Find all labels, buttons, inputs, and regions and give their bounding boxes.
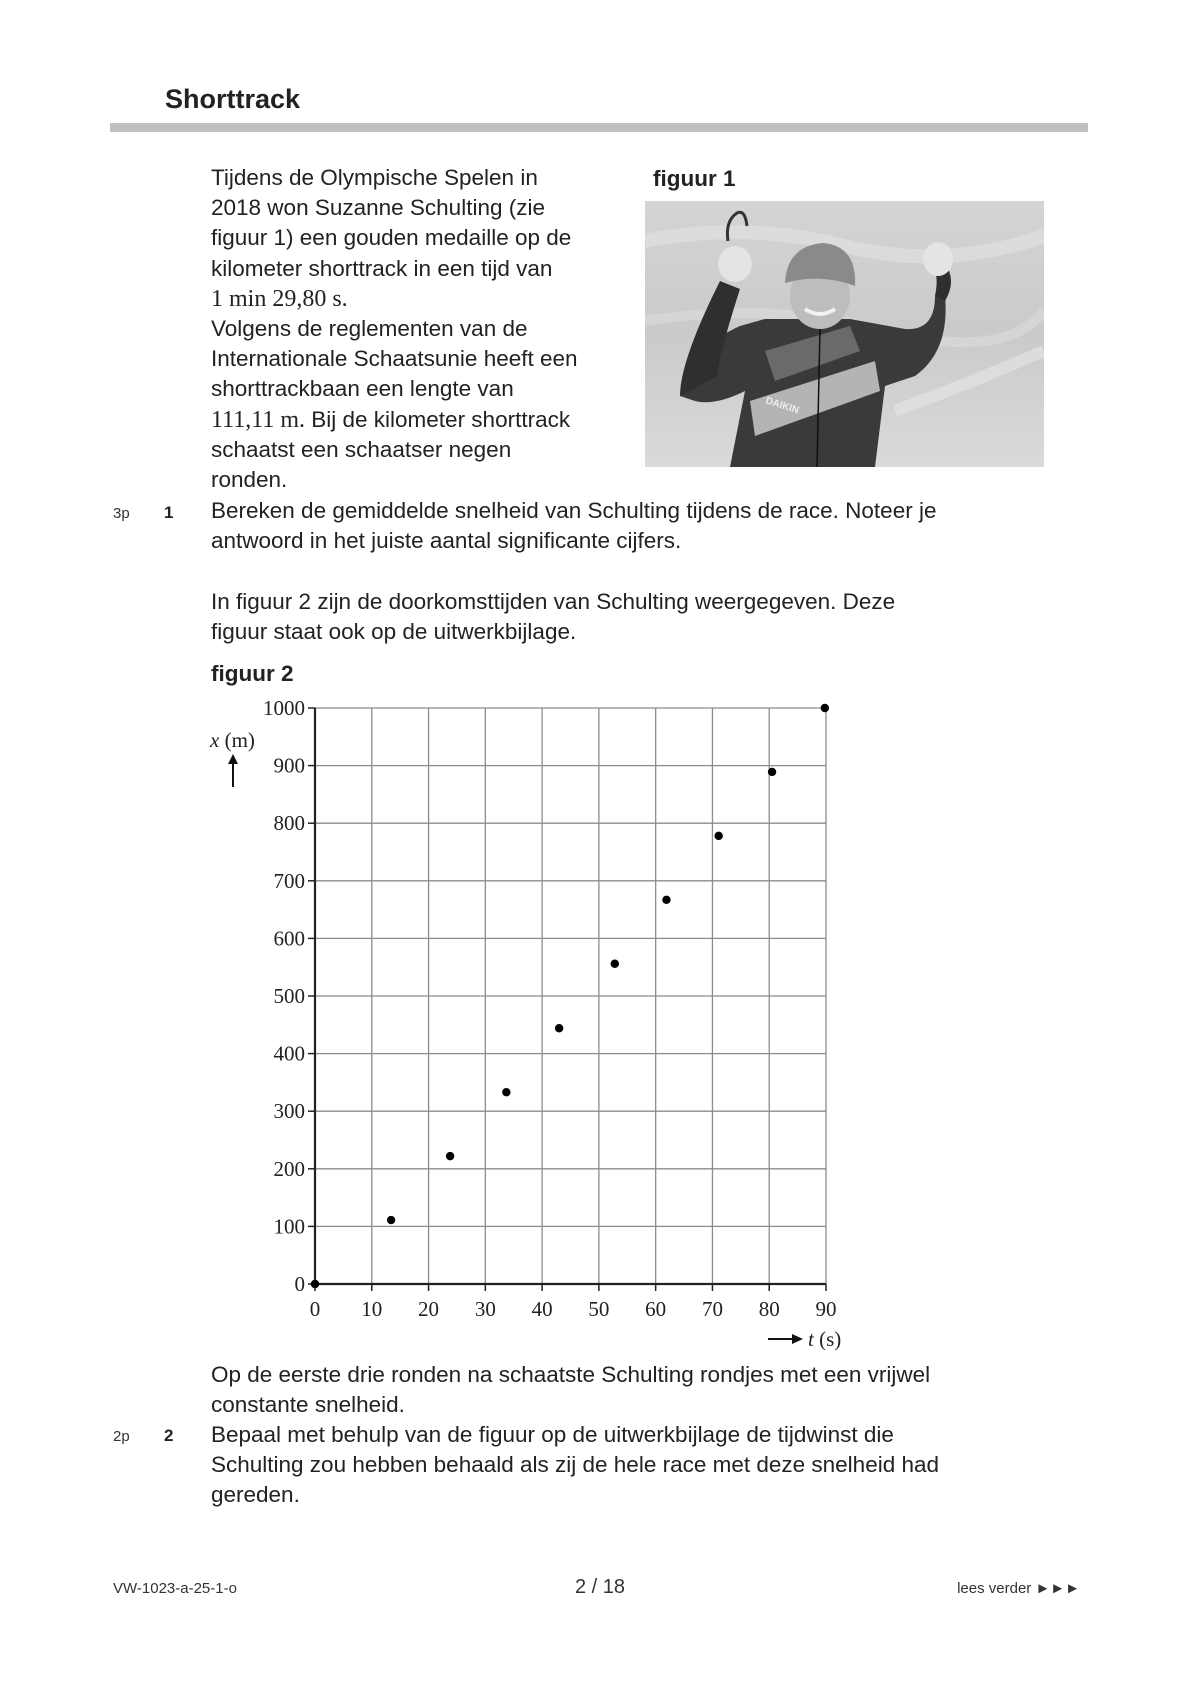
figure2-label: figuur 2 (211, 661, 294, 686)
y-axis-label: x (m) (210, 728, 255, 752)
intro-line: kilometer shorttrack in een tijd van (211, 255, 553, 281)
race-time-value: 1 min 29,80 s. (211, 285, 348, 312)
x-axis-label: t (s) (808, 1327, 842, 1350)
after-chart-text: Op de eerste drie ronden na schaatste Schulting rondjes met een vrijwel constante snelheid. (211, 1362, 931, 1418)
skater-photo-illustration (645, 201, 1044, 467)
intro-line: shorttrackbaan een lengte van (211, 376, 514, 402)
x-axis-arrow-icon (768, 1334, 803, 1344)
question1-number: 1 (164, 503, 174, 522)
y-tick-label: 600 (273, 926, 305, 951)
intro-line: ronden. (211, 467, 288, 493)
data-point (611, 960, 619, 968)
y-tick-label: 0 (294, 1272, 305, 1296)
y-tick-label: 700 (273, 868, 305, 893)
question2-text: Bepaal met behulp van de figuur op de uitwerkbijlage de tijdwinst die Schulting zou hebben behaald als zij de hele race met deze snelheid had gereden. (211, 1422, 940, 1508)
question2-points: 2p (113, 1428, 130, 1445)
position-time-chart (200, 690, 860, 1355)
track-length-value: 111,11 m. (211, 406, 305, 433)
intro-line: Internationale Schaatsunie heeft een (211, 346, 578, 372)
data-point (714, 832, 722, 840)
data-point (311, 1280, 319, 1288)
x-tick-label: 90 (815, 1297, 837, 1321)
x-tick-label: 0 (309, 1297, 321, 1321)
question2-number: 2 (164, 1426, 174, 1445)
x-tick-label: 20 (418, 1297, 440, 1321)
figure2-intro-text: In figuur 2 zijn de doorkomsttijden van Schulting weergegeven. Deze figuur staat ook op de uitwerkbijlage. (211, 589, 896, 645)
x-tick-label: 10 (361, 1297, 383, 1321)
intro-line: 111,11 m. Bij de kilometer shorttrack (211, 406, 571, 433)
y-tick-label: 1000 (263, 696, 305, 720)
x-tick-label: 60 (645, 1297, 667, 1321)
data-point (502, 1088, 510, 1096)
x-tick-label: 80 (758, 1297, 780, 1321)
intro-line: schaatst een schaatser negen (211, 436, 512, 462)
x-tick-label: 40 (531, 1297, 553, 1321)
y-axis-arrow-icon (228, 754, 238, 787)
intro-paragraph (211, 163, 631, 495)
x-tick-label: 50 (588, 1297, 610, 1321)
chart-axes (308, 708, 826, 1291)
y-tick-label: 800 (273, 811, 305, 836)
intro-line: 2018 won Suzanne Schulting (zie (211, 195, 545, 221)
y-tick-label: 900 (273, 753, 305, 778)
chart-grid (315, 708, 826, 1284)
chart-tick-labels (263, 696, 837, 1321)
page-number: 2 / 18 (574, 1576, 626, 1598)
x-tick-label: 30 (474, 1297, 496, 1321)
y-tick-label: 400 (273, 1041, 305, 1066)
data-point (387, 1216, 395, 1224)
data-point (555, 1024, 563, 1032)
header-divider (110, 123, 1088, 132)
question1-text: Bereken de gemiddelde snelheid van Schulting tijdens de race. Noteer je antwoord in het juiste aantal significante cijfers. (211, 498, 937, 554)
section-title: Shorttrack (165, 84, 301, 114)
y-tick-label: 300 (273, 1099, 305, 1124)
intro-line: Tijdens de Olympische Spelen in (211, 165, 538, 190)
question1-points: 3p (113, 505, 130, 522)
data-point (662, 896, 670, 904)
y-tick-label: 200 (273, 1156, 305, 1181)
data-point (446, 1152, 454, 1160)
intro-line: Volgens de reglementen van de (211, 316, 528, 342)
svg-text:DAIKIN: DAIKIN (764, 395, 801, 417)
continue-reading-indicator: lees verder ►►► (957, 1580, 1080, 1597)
skater-photo (645, 201, 1044, 467)
data-point (821, 704, 829, 712)
exam-code: VW-1023-a-25-1-o (113, 1580, 237, 1597)
scatter-plot (200, 690, 860, 1350)
y-tick-label: 500 (273, 984, 305, 1008)
y-tick-label: 100 (273, 1214, 305, 1239)
figure1-label: figuur 1 (653, 166, 736, 191)
intro-line: figuur 1) een gouden medaille op de (211, 225, 572, 251)
data-point (768, 768, 776, 776)
x-tick-label: 70 (701, 1297, 723, 1321)
